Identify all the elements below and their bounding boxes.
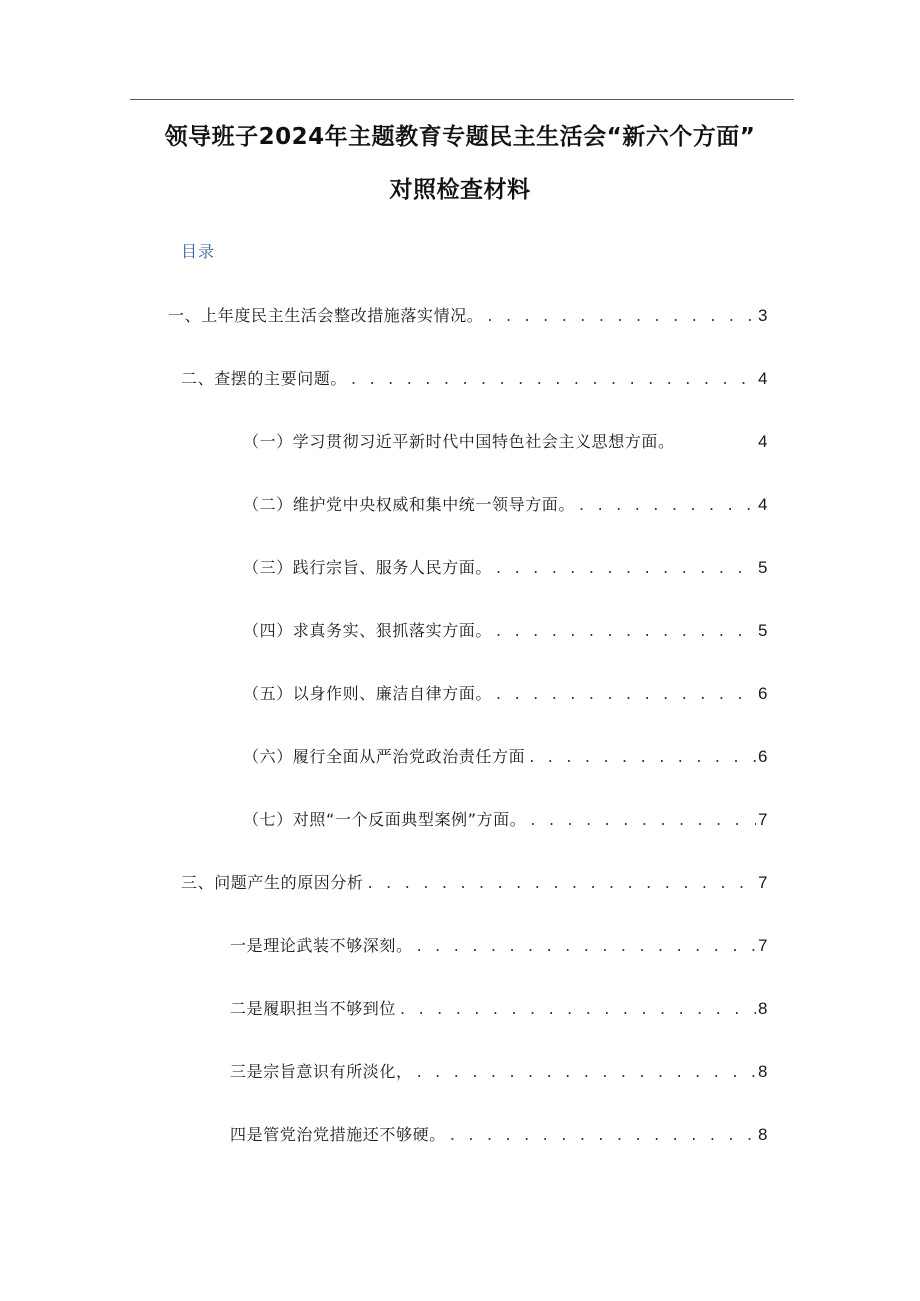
toc-entry-label: （七）对照“一个反面典型案例”方面。	[243, 810, 527, 829]
toc-entry-label: （四）求真务实、狠抓落实方面。	[243, 621, 493, 640]
toc-page-number: 8	[757, 999, 768, 1018]
toc-entry-label: （三）践行宗旨、服务人民方面。	[243, 558, 493, 577]
toc-dot-leader	[417, 936, 756, 955]
toc-page-number: 4	[757, 432, 768, 451]
toc-entry-label: 二是履职担当不够到位	[230, 999, 397, 1018]
toc-page-number: 3	[757, 306, 768, 325]
toc-entry-label: （六）履行全面从严治党政治责任方面	[243, 747, 526, 766]
toc-page-number: 6	[757, 684, 768, 703]
toc-heading[interactable]: 目录	[181, 242, 216, 261]
toc-page-number: 7	[757, 873, 768, 892]
toc-page-number: 7	[757, 810, 768, 829]
toc-dot-leader	[579, 495, 756, 514]
toc-entry-cause-2[interactable]	[230, 996, 768, 1020]
toc-entry-label: （五）以身作则、廉洁自律方面。	[243, 684, 493, 703]
toc-dot-leader	[496, 621, 756, 640]
toc-page-number: 6	[757, 747, 768, 766]
toc-page-number: 7	[757, 936, 768, 955]
toc-entry-subsection-7[interactable]	[243, 807, 768, 831]
toc-dot-leader	[496, 684, 756, 703]
toc-entry-subsection-4[interactable]	[243, 618, 768, 642]
toc-dot-leader	[530, 810, 756, 829]
toc-entry-subsection-1[interactable]	[243, 429, 768, 453]
toc-dot-leader	[496, 558, 756, 577]
toc-entry-label: （二）维护党中央权威和集中统一领导方面。	[243, 495, 576, 514]
toc-entry-label: 一、上年度民主生活会整改措施落实情况。	[168, 306, 484, 325]
toc-entry-cause-1[interactable]	[230, 933, 768, 957]
toc-entry-subsection-2[interactable]	[243, 492, 768, 516]
toc-page-number: 4	[757, 369, 768, 388]
toc-dot-leader	[417, 1062, 756, 1081]
toc-entry-label: 三是宗旨意识有所淡化，	[230, 1062, 413, 1081]
toc-dot-leader	[487, 306, 756, 325]
document-title-line-2: 对照检查材料	[389, 177, 531, 203]
toc-entry-section-3[interactable]	[181, 870, 768, 894]
toc-page-number: 4	[757, 495, 768, 514]
document-title-line-1: 领导班子2024年主题教育专题民主生活会“新六个方面”	[164, 124, 756, 150]
toc-dot-leader	[529, 747, 756, 766]
toc-page-number: 5	[757, 558, 768, 577]
header-rule	[130, 99, 794, 100]
toc-dot-leader	[400, 999, 756, 1018]
toc-page-number: 8	[757, 1062, 768, 1081]
toc-entry-subsection-6[interactable]	[243, 744, 768, 768]
toc-entry-subsection-3[interactable]	[243, 555, 768, 579]
toc-entry-section-1[interactable]	[168, 303, 768, 327]
toc-entry-label: 二、查摆的主要问题。	[181, 369, 348, 388]
toc-dot-leader	[351, 369, 756, 388]
toc-page-number: 5	[757, 621, 768, 640]
toc-dot-leader	[368, 873, 756, 892]
toc-page-number: 8	[757, 1125, 768, 1144]
toc-entry-subsection-5[interactable]	[243, 681, 768, 705]
toc-entry-cause-3[interactable]	[230, 1059, 768, 1083]
toc-dot-leader	[450, 1125, 756, 1144]
toc-entry-label: 一是理论武装不够深刻。	[230, 936, 413, 955]
toc-entry-cause-4[interactable]	[230, 1122, 768, 1146]
toc-entry-label: （一）学习贯彻习近平新时代中国特色社会主义思想方面。	[243, 432, 675, 451]
toc-entry-section-2[interactable]	[181, 366, 768, 390]
toc-entry-label: 三、问题产生的原因分析	[181, 873, 364, 892]
toc-entry-label: 四是管党治党措施还不够硬。	[230, 1125, 446, 1144]
